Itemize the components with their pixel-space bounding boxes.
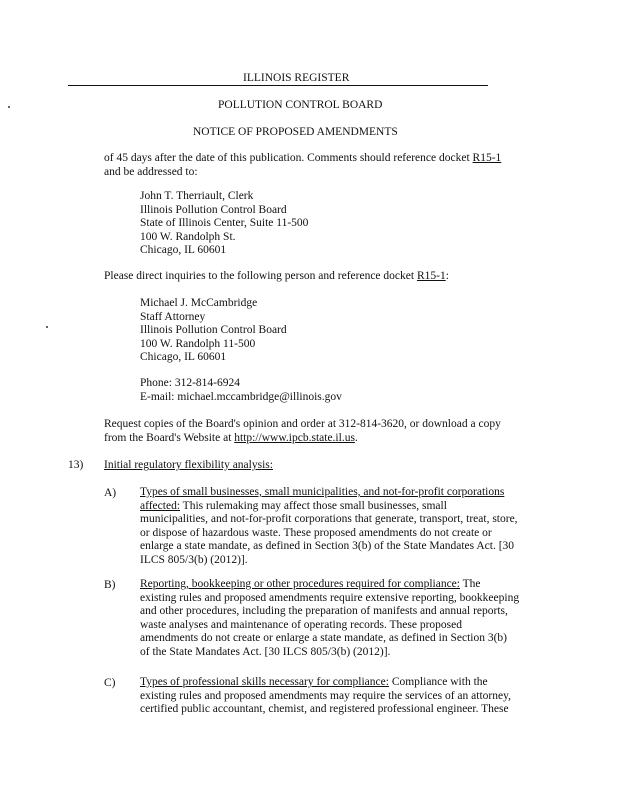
item-letter-c: C) xyxy=(104,677,116,689)
margin-mark xyxy=(8,106,10,108)
address-line: Michael J. McCambridge xyxy=(140,297,258,309)
header-rule xyxy=(68,85,488,86)
address-line: State of Illinois Center, Suite 11-500 xyxy=(140,217,309,230)
item-a-body: ILCS 805/3(b) (2012)]. xyxy=(140,553,248,566)
board-website-link[interactable]: http://www.ipcb.state.il.us xyxy=(234,431,355,444)
item-c-heading: Types of professional skills necessary for compliance: xyxy=(140,676,389,688)
board-title: POLLUTION CONTROL BOARD xyxy=(218,99,383,111)
item-a-heading-line1: Types of small businesses, small municipalities, and not-for-profit corporations xyxy=(140,486,505,498)
item-b-heading: Reporting, bookkeeping or other procedures required for compliance: xyxy=(140,578,460,590)
item-a-body: or dispose of hazardous waste. These proposed amendments do not create or xyxy=(140,526,492,539)
section-number: 13) xyxy=(68,459,84,471)
notice-title: NOTICE OF PROPOSED AMENDMENTS xyxy=(193,126,398,138)
item-c-body: certified public accountant, chemist, and registered professional engineer. These xyxy=(140,703,509,716)
copies-period: . xyxy=(354,431,358,444)
address-line: Chicago, IL 60601 xyxy=(140,244,227,257)
contact-info xyxy=(140,377,342,404)
inquiries-colon: : xyxy=(445,270,449,282)
item-a-body: municipalities, and not-for-profit corporations that generate, transport, treat, store, xyxy=(140,513,518,526)
item-b-body: existing rules and proposed amendments require extensive reporting, bookkeeping xyxy=(140,591,520,604)
item-b-text xyxy=(140,578,519,660)
address-line: 100 W. Randolph St. xyxy=(140,230,236,243)
copies-text: from the Board's Website at xyxy=(104,431,235,444)
clerk-address xyxy=(140,190,308,258)
item-a-heading-line2: affected: xyxy=(140,499,181,512)
register-title: ILLINOIS REGISTER xyxy=(243,72,350,84)
item-b-body: The xyxy=(459,578,481,590)
copies-paragraph xyxy=(104,418,501,445)
inquiries-docket-link[interactable]: R15-1 xyxy=(416,270,446,282)
item-c-body: Compliance with the xyxy=(388,676,488,688)
contact-email[interactable]: E-mail: michael.mccambridge@illinois.gov xyxy=(140,390,342,403)
address-line: John T. Therriault, Clerk xyxy=(140,190,254,202)
comments-text: of 45 days after the date of this publication. Comments should reference docket xyxy=(104,152,473,164)
item-letter-b: B) xyxy=(104,579,116,591)
inquiries-text: Please direct inquiries to the following person and reference docket xyxy=(104,270,417,282)
item-b-body: waste analyses and maintenance of operating records. These proposed xyxy=(140,618,462,631)
item-b-body: and other procedures, including the preparation of manifests and annual reports, xyxy=(140,605,508,618)
item-b-body: of the State Mandates Act. [30 ILCS 805/3(b) (2012)]. xyxy=(140,645,391,658)
item-c-text xyxy=(140,676,511,717)
item-c-body: existing rules and proposed amendments may require the services of an attorney, xyxy=(140,689,511,702)
item-a-body: enlarge a state mandate, as defined in Section 3(b) of the State Mandates Act. [30 xyxy=(140,540,515,553)
section-title: Initial regulatory flexibility analysis: xyxy=(104,459,273,471)
margin-mark xyxy=(46,326,48,328)
address-line: Illinois Pollution Control Board xyxy=(140,203,287,216)
copies-line: Request copies of the Board's opinion and order at 312-814-3620, or download a copy xyxy=(104,418,501,430)
comments-text-2: and be addressed to: xyxy=(104,165,198,178)
item-letter-a: A) xyxy=(104,487,117,499)
item-b-body: amendments do not create or enlarge a state mandate, as defined in Section 3(b) xyxy=(140,632,508,645)
docket-link[interactable]: R15-1 xyxy=(472,152,502,164)
comments-paragraph xyxy=(104,152,501,179)
address-line: Staff Attorney xyxy=(140,310,206,323)
address-line: Chicago, IL 60601 xyxy=(140,351,227,364)
address-line: Illinois Pollution Control Board xyxy=(140,324,287,337)
item-a-body: This rulemaking may affect those small businesses, small xyxy=(180,499,447,512)
address-line: 100 W. Randolph 11-500 xyxy=(140,337,256,350)
contact-phone: Phone: 312-814-6924 xyxy=(140,377,240,389)
item-a-text xyxy=(140,486,518,568)
inquiries-paragraph xyxy=(104,270,449,284)
contact-address xyxy=(140,297,287,365)
